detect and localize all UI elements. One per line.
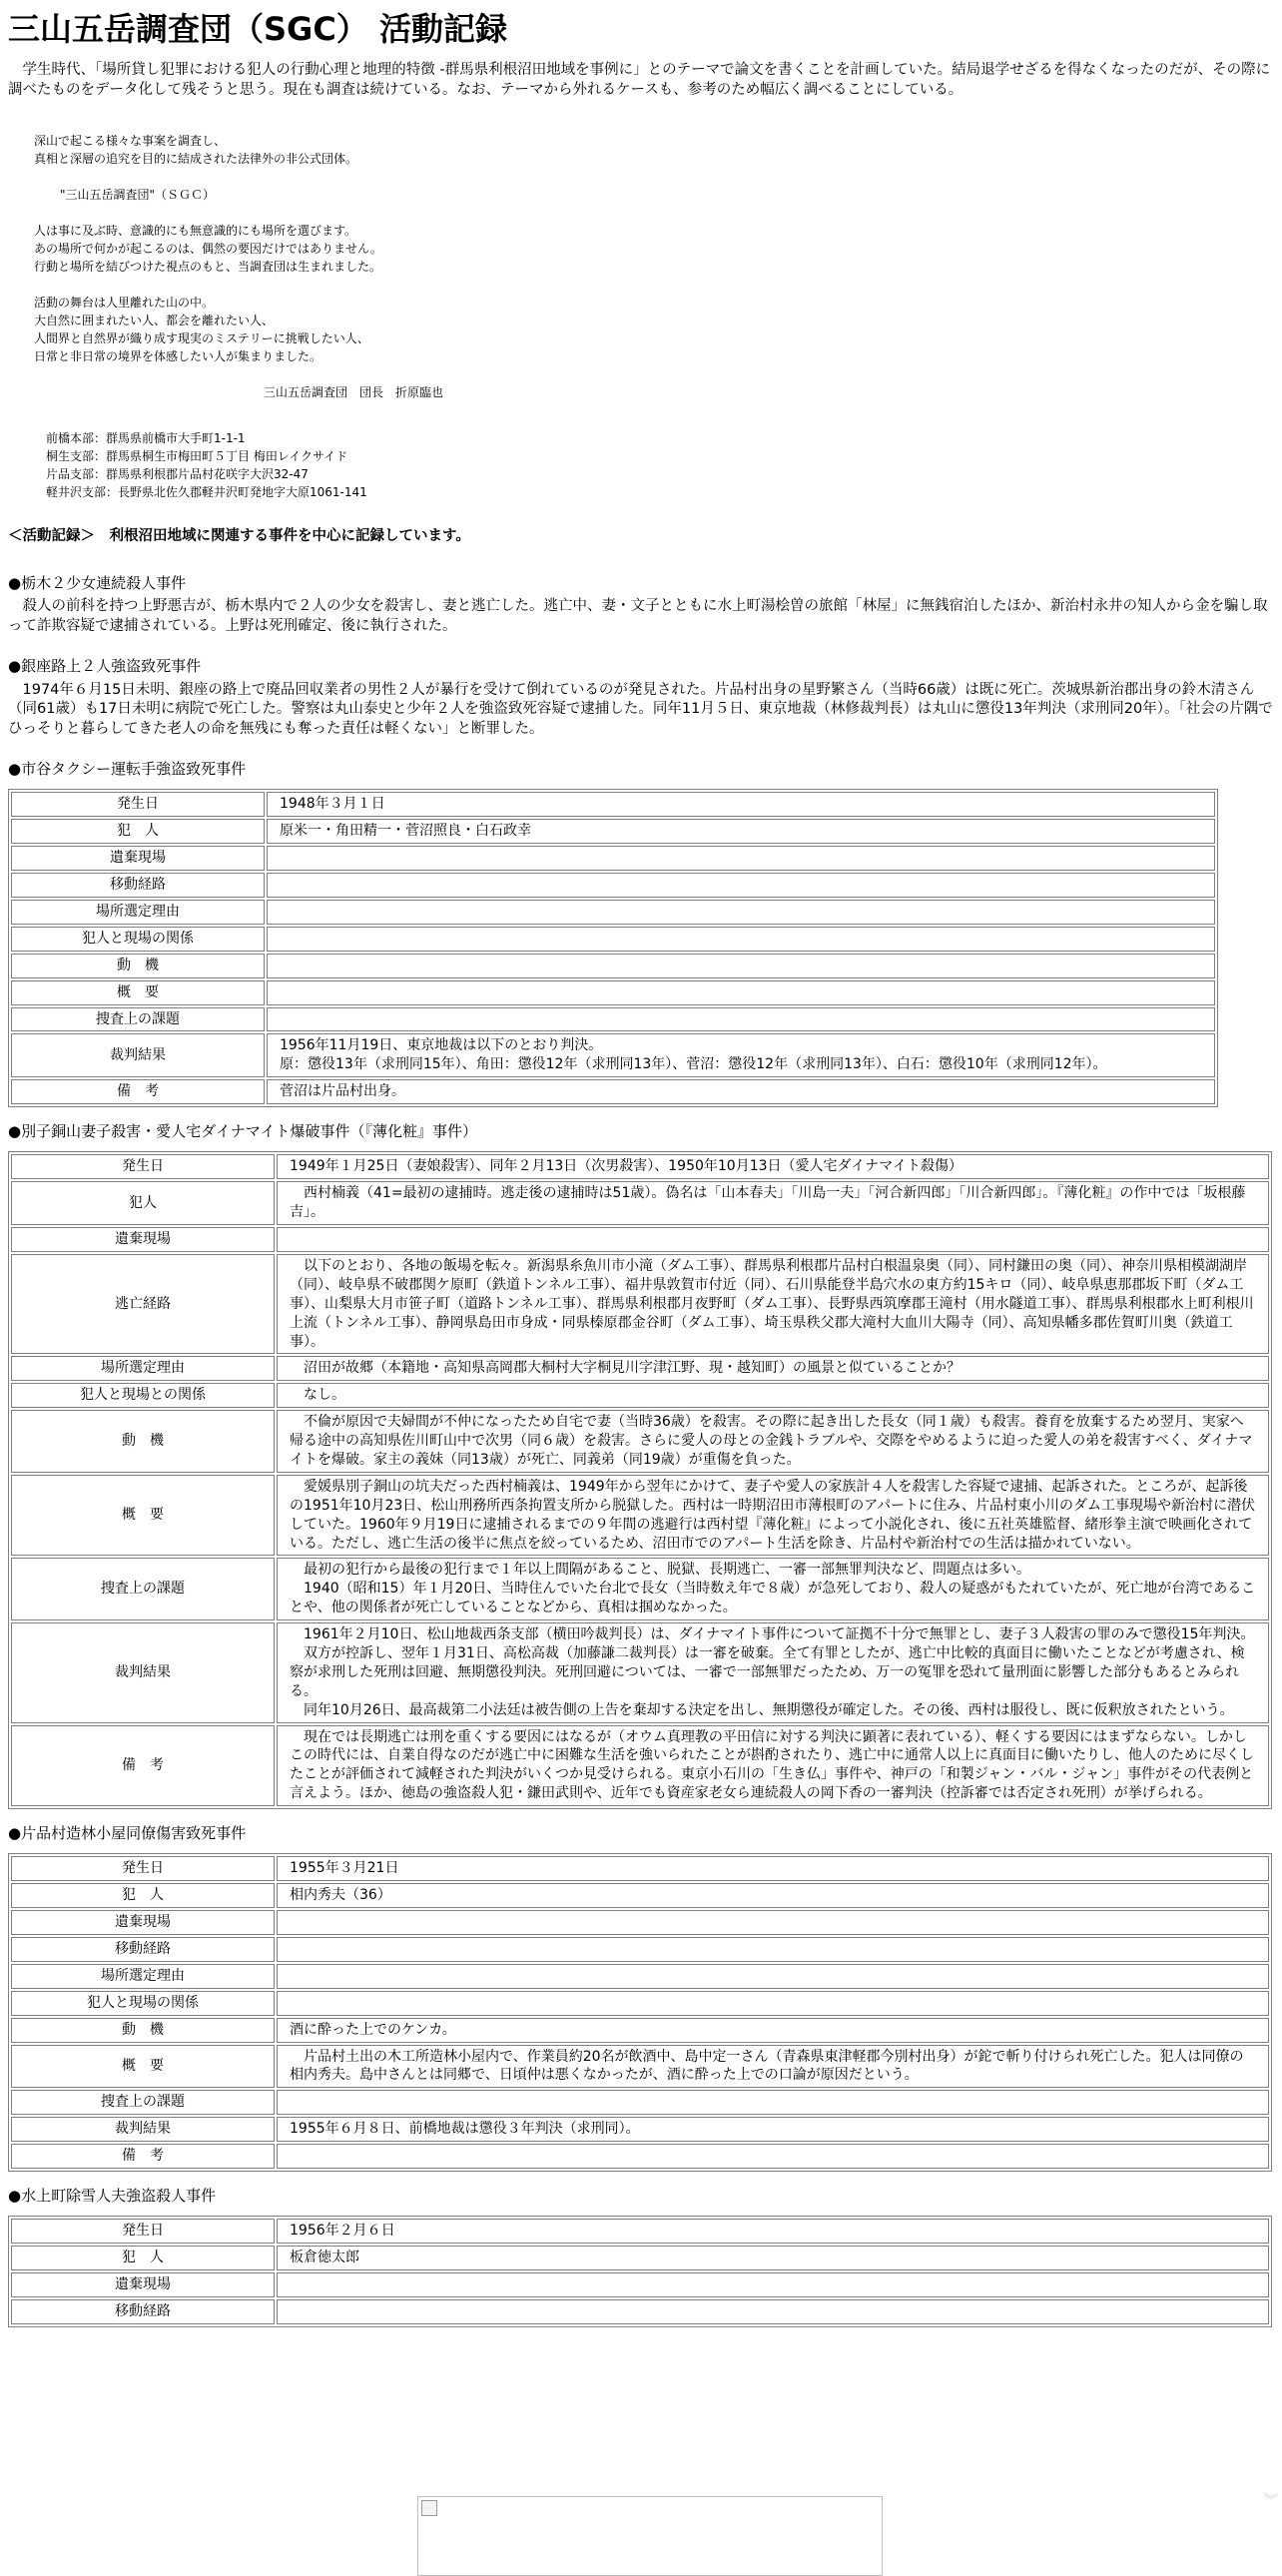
- row-label: 捜査上の課題: [11, 1007, 265, 1032]
- table-row: [11, 2090, 1269, 2115]
- org-line: あの場所で何かが起こるのは、偶然の要因だけではありません。: [34, 242, 382, 257]
- intro-text: 学生時代、「場所貸し犯罪における犯人の行動心理と地理的特徴 -群馬県利根沼田地域を事例に」とのテーマで論文を書くことを計画していた。結局退学せざるを得なくなったのだが、その際に調べたものをデータ化して残そうと思う。現在も調査は続けている。なお、テーマから外れるケースも、参考のため幅広く調べることにしている。: [8, 62, 1271, 98]
- org-signature: 三山五岳調査団 団長 折原臨也: [264, 385, 444, 400]
- org-line: [34, 365, 1274, 383]
- page-title: 三山五岳調査団（SGC） 活動記録: [8, 10, 507, 48]
- row-label: 犯人と現場の関係: [11, 1991, 275, 2016]
- table-row: [11, 1007, 1215, 1032]
- row-label: 犯人と現場の関係: [11, 927, 265, 952]
- row-label: 場所選定理由: [11, 900, 265, 925]
- row-value: 1955年３月21日: [277, 1856, 1269, 1881]
- case-table: [8, 789, 1218, 1107]
- organization-statement: [34, 132, 1274, 401]
- row-value: [267, 846, 1215, 871]
- row-label: 捜査上の課題: [11, 1558, 275, 1620]
- row-value: 1948年３月１日: [267, 792, 1215, 817]
- table-row: [11, 873, 1215, 898]
- row-label: 犯 人: [11, 1883, 275, 1908]
- org-line: 日常と非日常の境界を体感したい人が集まりました。: [34, 349, 322, 364]
- broken-image-icon: [421, 2500, 437, 2516]
- row-value: [277, 1910, 1269, 1935]
- branch-address: 桐生支部：群馬県桐生市梅田町５丁目 梅田レイクサイド: [46, 449, 348, 464]
- table-row: [11, 2272, 1269, 2297]
- row-value: [277, 1964, 1269, 1989]
- table-row: [11, 1622, 1269, 1722]
- table-row: [11, 1410, 1269, 1473]
- row-value: 最初の犯行から最後の犯行まで１年以上間隔があること、脱獄、長期逃亡、一審一部無罪判決など、問題点は多い。 1940（昭和15）年１月20日、当時住んでいた台北で長女（当時数え年で８歳）が急死しており、殺人の疑惑がもたれていたが、死亡地が台湾であることや、他の関係者が死亡していることなどから、真相は掴めなかった。: [277, 1558, 1269, 1620]
- row-label: 概 要: [11, 2045, 275, 2089]
- row-value: [267, 900, 1215, 925]
- row-label: 裁判結果: [11, 1622, 275, 1722]
- row-label: 遺棄現場: [11, 2272, 275, 2297]
- branch-address: 軽井沢支部：長野県北佐久郡軽井沢町発地字大原1061-141: [46, 485, 367, 500]
- row-value: [277, 2299, 1269, 2324]
- row-label: 遺棄現場: [11, 1227, 275, 1252]
- org-line: 大自然に囲まれたい人、都会を離れたい人、: [34, 314, 275, 328]
- row-value: 1955年６月８日、前橋地裁は懲役３年判決（求刑同）。: [277, 2117, 1269, 2142]
- row-label: 逃亡経路: [11, 1254, 275, 1354]
- table-row: [11, 846, 1215, 871]
- row-label: 場所選定理由: [11, 1964, 275, 1989]
- row-value: [277, 1991, 1269, 2016]
- org-line: 人間界と自然界が織り成す現実のミステリーに挑戦したい人、: [34, 331, 369, 346]
- org-line: 活動の舞台は人里離れた山の中。: [34, 296, 215, 311]
- row-label: 備 考: [11, 1079, 265, 1104]
- row-label: 概 要: [11, 980, 265, 1005]
- table-row: [11, 792, 1215, 817]
- table-row: [11, 1856, 1269, 1881]
- row-label: 遺棄現場: [11, 846, 265, 871]
- table-row: [11, 1910, 1269, 1935]
- table-row: [11, 1181, 1269, 1225]
- row-value: [267, 1007, 1215, 1032]
- row-value: 板倉徳太郎: [277, 2246, 1269, 2270]
- table-row: [11, 1079, 1215, 1104]
- row-value: 不倫が原因で夫婦間が不仲になったため自宅で妻（当時36歳）を殺害。その際に起き出した長女（同１歳）も殺害。養育を放棄するため翌月、実家へ帰る途中の高知県佐川町山中で次男（同６歳）を殺害。さらに愛人の母との金銭トラブルや、交際をやめるように迫った愛人の弟を殺害すべく、ダイナマイトを爆破。家主の義妹（同13歳）が死亡、同義弟（同19歳）が重傷を負った。: [277, 1410, 1269, 1473]
- row-label: 犯 人: [11, 819, 265, 844]
- row-value: 片品村土出の木工所造林小屋内で、作業員約20名が飲酒中、島中定一さん（青森県東津軽郡今別村出身）が鉈で斬り付けられ死亡した。犯人は同僚の相内秀夫。島中さんとは同郷で、日頃仲は悪くなかったが、酒に酔った上での口論が原因だという。: [277, 2045, 1269, 2089]
- row-value: 現在では長期逃亡は刑を重くする要因にはなるが（オウム真理教の平田信に対する判決に顕著に表れている）、軽くする要因にはまずならない。しかしこの時代には、自業自得なのだが逃亡中に困難な生活を強いられたことが斟酌されたり、逃亡中に通常人以上に真面目に働いたりし、他人のために尽くしたことが評価されて減軽された判決がいくつか見受けられる。東京小石川の「生き仏」事件や、神戸の「和製ジャン・バル・ジャン」事件がその代表例と言えよう。ほか、徳島の強盗殺人犯・鎌田武則や、近年でも資産家老女ら連続殺人の岡下香の一審判決（控訴審では否定され死刑）が挙げられる。: [277, 1725, 1269, 1807]
- row-label: 犯人: [11, 1181, 275, 1225]
- row-value: 1949年１月25日（妻娘殺害）、同年２月13日（次男殺害）、1950年10月13日（愛人宅ダイナマイト殺傷）: [277, 1154, 1269, 1179]
- table-row: [11, 1883, 1269, 1908]
- branch-address: 前橋本部：群馬県前橋市大手町1-1-1: [46, 431, 246, 446]
- row-value: [267, 873, 1215, 898]
- row-value: 以下のとおり、各地の飯場を転々。新潟県糸魚川市小滝（ダム工事）、群馬県利根郡片品村白根温泉奥（同）、同村鎌田の奥（同）、神奈川県相模湖湖岸（同）、岐阜県不破郡関ケ原町（鉄道トンネル工事）、福井県敦賀市付近（同）、石川県能登半島穴水の東方約15キロ（同）、岐阜県恵那郡坂下町（ダム工事）、山梨県大月市笹子町（道路トンネル工事）、群馬県利根郡月夜野町（ダム工事）、長野県西筑摩郡王滝村（用水隧道工事）、群馬県利根郡水上町利根川上流（トンネル工事）、静岡県島田市身成・同県榛原郡金谷町（ダム工事）、埼玉県秩父郡大滝村大血川大陽寺（同）、高知県幡多郡佐賀町川奥（鉄道工事）。: [277, 1254, 1269, 1354]
- table-row: [11, 927, 1215, 952]
- table-row: [11, 1964, 1269, 1989]
- table-row: [11, 1558, 1269, 1620]
- row-value: 沼田が故郷（本籍地・高知県高岡郡大桐村大字桐見川字津江野、現・越知町）の風景と似ていることか？: [277, 1356, 1269, 1381]
- case-body: 1974年６月15日未明、銀座の路上で廃品回収業者の男性２人が暴行を受けて倒れているのが発見された。片品村出身の星野繁さん（当時66歳）は既に死亡。茨城県新治郡出身の鈴木清さん（同61歳）も17日未明に病院で死亡した。警察は丸山泰史と少年２人を強盗致死容疑で逮捕した。同年11月５日、東京地裁（林修裁判長）は丸山に懲役13年判決（求刑同20年）。「社会の片隅でひっそりと暮らしてきた老人の命を無残にも奪った責任は軽くない」と断罪した。: [8, 681, 1273, 737]
- row-label: 移動経路: [11, 873, 265, 898]
- branch-address: 片品支部：群馬県利根郡片品村花咲字大沢32-47: [46, 467, 309, 482]
- row-value: 酒に酔った上でのケンカ。: [277, 2018, 1269, 2043]
- row-label: 移動経路: [11, 2299, 275, 2324]
- row-value: [267, 980, 1215, 1005]
- row-label: 動 機: [11, 1410, 275, 1473]
- row-label: 移動経路: [11, 1937, 275, 1962]
- table-row: [11, 1356, 1269, 1381]
- row-label: 発生日: [11, 792, 265, 817]
- table-row: [11, 980, 1215, 1005]
- row-value: [277, 2090, 1269, 2115]
- table-row: [11, 900, 1215, 925]
- table-row: [11, 1033, 1215, 1077]
- table-row: [11, 2246, 1269, 2270]
- table-row: [11, 1227, 1269, 1252]
- broken-image-placeholder: [417, 2496, 883, 2576]
- case-table: [8, 1853, 1272, 2172]
- row-value: なし。: [277, 1383, 1269, 1408]
- table-row: [11, 819, 1215, 844]
- case-body: 殺人の前科を持つ上野悪吉が、栃木県内で２人の少女を殺害し、妻と逃亡した。逃亡中、妻・文子とともに水上町湯桧曽の旅館「林屋」に無銭宿泊したほか、新治村永井の知人から金を騙し取って詐欺容疑で逮捕されている。上野は死刑確定、後に執行された。: [8, 598, 1268, 634]
- row-label: 捜査上の課題: [11, 2090, 275, 2115]
- table-row: [11, 2299, 1269, 2324]
- row-value: [267, 927, 1215, 952]
- row-label: 発生日: [11, 1856, 275, 1881]
- row-label: 動 機: [11, 2018, 275, 2043]
- case-title: ●栃木２少女連続殺人事件: [8, 573, 187, 592]
- table-row: [11, 2045, 1269, 2089]
- row-value: [277, 2144, 1269, 2169]
- row-label: 発生日: [11, 1154, 275, 1179]
- table-row: [11, 1725, 1269, 1807]
- table-row: [11, 1154, 1269, 1179]
- table-row: [11, 2018, 1269, 2043]
- case-title: ●片品村造林小屋同僚傷害致死事件: [8, 1824, 247, 1843]
- row-value: [277, 2272, 1269, 2297]
- row-label: 備 考: [11, 1725, 275, 1807]
- org-name-line: "三山五岳調査団"（ＳＧＣ）: [60, 188, 216, 203]
- table-row: [11, 1475, 1269, 1557]
- row-value: 愛媛県別子銅山の坑夫だった西村楠義は、1949年から翌年にかけて、妻子や愛人の家族計４人を殺害した容疑で逮捕、起訴された。ところが、起訴後の1951年10月23日、松山刑務所西条拘置支所から脱獄した。西村は一時期沼田市薄根町のアパートに住み、片品村東小川のダム工事現場や新治村に潜伏していた。1960年９月19日に逮捕されるまでの９年間の逃避行は西村望『薄化粧』によって小説化され、後に五社英雄監督、緒形拳主演で映画化されている。ただし、逃亡生活の後半に焦点を絞っているため、沼田市でのアパート生活を除き、片品村や新治村での生活は描かれていない。: [277, 1475, 1269, 1557]
- scroll-down-icon[interactable]: ︾: [1264, 2493, 1278, 2509]
- case-title: ●銀座路上２人強盗致死事件: [8, 657, 202, 676]
- case-title: ●水上町除雪人夫強盗殺人事件: [8, 2187, 217, 2206]
- table-row: [11, 1383, 1269, 1408]
- org-line: [34, 204, 1274, 222]
- row-label: 裁判結果: [11, 2117, 275, 2142]
- row-label: 裁判結果: [11, 1033, 265, 1077]
- table-row: [11, 1254, 1269, 1354]
- row-label: 概 要: [11, 1475, 275, 1557]
- table-row: [11, 1937, 1269, 1962]
- org-line: [34, 276, 1274, 294]
- row-label: 場所選定理由: [11, 1356, 275, 1381]
- org-line: 行動と場所を結びつけた視点のもと、当調査団は生まれました。: [34, 260, 382, 275]
- row-value: [277, 1227, 1269, 1252]
- row-label: 発生日: [11, 2219, 275, 2244]
- table-row: [11, 2219, 1269, 2244]
- row-label: 犯 人: [11, 2246, 275, 2270]
- row-value: 相内秀夫（36）: [277, 1883, 1269, 1908]
- case-table: [8, 2216, 1272, 2327]
- case-table: [8, 1151, 1272, 1809]
- row-label: 犯人と現場との関係: [11, 1383, 275, 1408]
- row-label: 備 考: [11, 2144, 275, 2169]
- row-value: [277, 1937, 1269, 1962]
- branch-list: [46, 429, 1274, 501]
- case-title: ●市谷タクシー運転手強盗致死事件: [8, 760, 247, 779]
- row-value: 西村楠義（41=最初の逮捕時。逃走後の逮捕時は51歳）。偽名は「山本春夫」「川島一夫」「河合新四郎」「川合新四郎」。『薄化粧』の作中では「坂根藤吉」。: [277, 1181, 1269, 1225]
- records-heading: ＜活動記録＞ 利根沼田地域に関連する事件を中心に記録しています。: [8, 528, 470, 545]
- table-row: [11, 2144, 1269, 2169]
- table-row: [11, 954, 1215, 978]
- row-value: 菅沼は片品村出身。: [267, 1079, 1215, 1104]
- table-row: [11, 1991, 1269, 2016]
- org-line: 深山で起こる様々な事案を調査し、: [34, 134, 227, 149]
- row-value: 原米一・角田精一・菅沼照良・白石政幸: [267, 819, 1215, 844]
- org-line: [34, 168, 1274, 186]
- org-line: 真相と深層の追究を目的に結成された法律外の非公式団体。: [34, 152, 358, 167]
- case-title: ●別子銅山妻子殺害・愛人宅ダイナマイト爆破事件（『薄化粧』事件）: [8, 1122, 477, 1141]
- row-value: 1956年11月19日、東京地裁は以下のとおり判決。 原：懲役13年（求刑同15年）、角田：懲役12年（求刑同13年）、菅沼：懲役12年（求刑同13年）、白石：懲役10年（求刑同12年）。: [267, 1033, 1215, 1077]
- org-line: 人は事に及ぶ時、意識的にも無意識的にも場所を選びます。: [34, 224, 357, 239]
- row-value: 1956年２月６日: [277, 2219, 1269, 2244]
- row-label: 動 機: [11, 954, 265, 978]
- row-value: 1961年２月10日、松山地裁西条支部（横田吟裁判長）は、ダイナマイト事件について証拠不十分で無罪とし、妻子３人殺害の罪のみで懲役15年判決。 双方が控訴し、翌年１月31日、高松高裁（加藤謙二裁判長）は一審を破棄。全て有罪としたが、逃亡中比較的真面目に働いたことなどが考慮され、検察が求刑した死刑は回避、無期懲役判決。死刑回避については、一審で一部無罪だったため、万一の冤罪を恐れて量刑面に影響した部分もあるとみられる。 同年10月26日、最高裁第二小法廷は被告側の上告を棄却する決定を出し、無期懲役が確定した。その後、西村は服役し、既に仮釈放されたという。: [277, 1622, 1269, 1722]
- table-row: [11, 2117, 1269, 2142]
- row-value: [267, 954, 1215, 978]
- row-label: 遺棄現場: [11, 1910, 275, 1935]
